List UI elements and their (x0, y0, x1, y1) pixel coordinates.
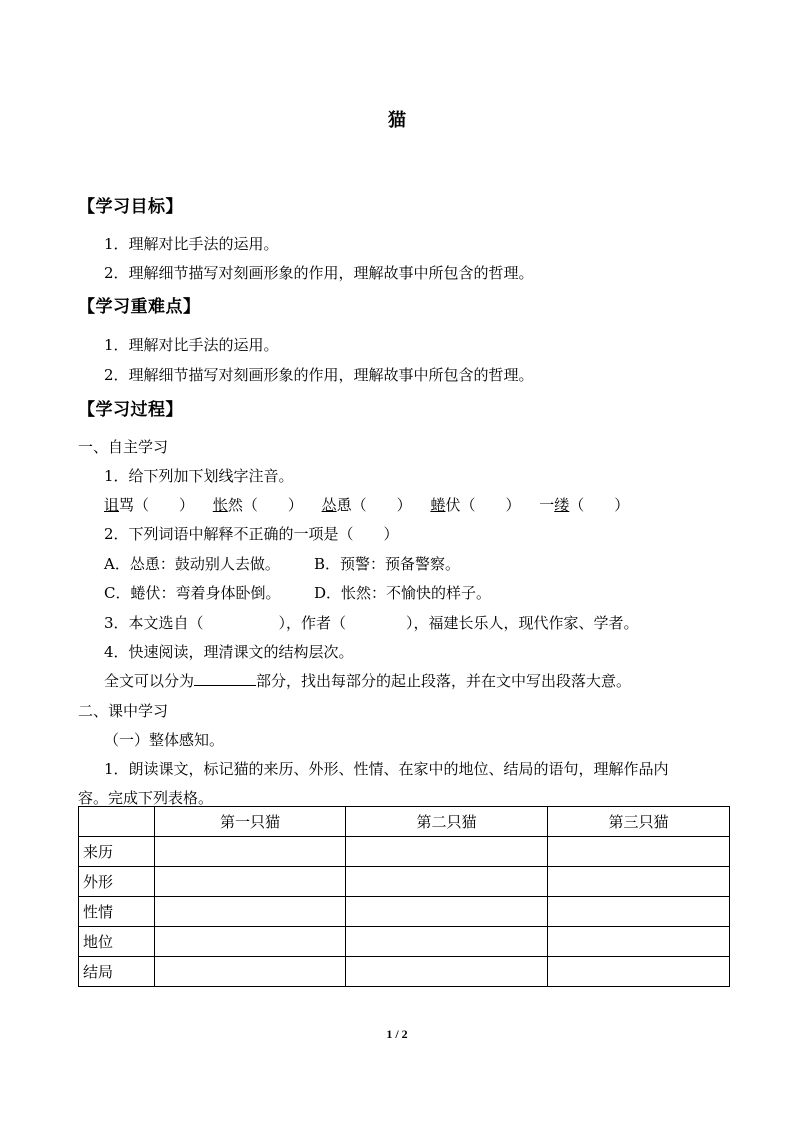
structure-task: 全文可以分为 部分，找出每部分的起止段落，并在文中写出段落大意。 (104, 672, 632, 690)
key-point-item-2: 2．理解细节描写对刻画形象的作用，理解故事中所包含的哲理。 (104, 366, 534, 384)
row-label: 地位 (79, 927, 155, 957)
goal-item-2: 2．理解细节描写对刻画形象的作用，理解故事中所包含的哲理。 (104, 264, 534, 282)
option-c: C．蜷伏：弯着身体卧倒。 (104, 584, 281, 602)
key-point-item-1: 1．理解对比手法的运用。 (104, 336, 279, 354)
page-title: 猫 (388, 110, 406, 131)
self-study-heading: 一、自主学习 (78, 438, 169, 456)
answer-cell[interactable] (548, 897, 730, 927)
answer-cell[interactable] (155, 837, 346, 867)
class-study-subheading: （一）整体感知。 (104, 731, 225, 749)
page-number: 1 / 2 (386, 1027, 408, 1041)
answer-cell[interactable] (346, 957, 548, 987)
answer-cell[interactable] (548, 927, 730, 957)
table-row (79, 867, 730, 897)
task-line-2: 容。完成下列表格。 (78, 789, 214, 807)
answer-cell[interactable] (548, 867, 730, 897)
table-header-cell: 第一只猫 (155, 807, 346, 837)
table-row (79, 957, 730, 987)
answer-cell[interactable] (548, 837, 730, 867)
option-b: B．预警：预备警察。 (314, 555, 461, 573)
answer-blank (194, 671, 256, 686)
table-header-row (79, 807, 730, 837)
word-item: 怂恿（ ） (321, 496, 412, 514)
word-item: 蜷伏（ ） (430, 496, 521, 514)
row-label: 性情 (79, 897, 155, 927)
row-label: 外形 (79, 867, 155, 897)
question-1: 1．给下列加下划线字注音。 (104, 467, 294, 485)
class-study-heading: 二、课中学习 (78, 702, 169, 720)
table-header-cell (79, 807, 155, 837)
answer-cell[interactable] (346, 867, 548, 897)
option-a: A．怂恿：鼓动别人去做。 (104, 555, 280, 573)
question-3: 3．本文选自（ ），作者（ ），福建长乐人，现代作家、学者。 (104, 614, 639, 632)
answer-cell[interactable] (346, 837, 548, 867)
goals-heading: 【学习目标】 (78, 197, 183, 217)
row-label: 来历 (79, 837, 155, 867)
process-heading: 【学习过程】 (78, 400, 183, 420)
pinyin-word-list (104, 494, 629, 515)
answer-cell[interactable] (548, 957, 730, 987)
table-row (79, 927, 730, 957)
table-row (79, 897, 730, 927)
answer-cell[interactable] (155, 957, 346, 987)
key-points-heading: 【学习重难点】 (78, 297, 201, 317)
row-label: 结局 (79, 957, 155, 987)
answer-cell[interactable] (155, 867, 346, 897)
word-item: 诅骂（ ） (104, 496, 195, 514)
table-header-cell: 第三只猫 (548, 807, 730, 837)
goal-item-1: 1．理解对比手法的运用。 (104, 235, 279, 253)
table-row (79, 837, 730, 867)
question-4: 4．快速阅读，理清课文的结构层次。 (104, 643, 354, 661)
answer-cell[interactable] (346, 927, 548, 957)
table-header-cell: 第二只猫 (346, 807, 548, 837)
answer-cell[interactable] (346, 897, 548, 927)
task-line-1: 1．朗读课文，标记猫的来历、外形、性情、在家中的地位、结局的语句，理解作品内 (104, 760, 669, 778)
question-2: 2．下列词语中解释不正确的一项是（ ） (104, 525, 399, 543)
answer-cell[interactable] (155, 927, 346, 957)
word-item: 怅然（ ） (212, 496, 303, 514)
word-item: 一缕（ ） (539, 496, 630, 514)
answer-cell[interactable] (155, 897, 346, 927)
option-d: D．怅然：不愉快的样子。 (314, 584, 492, 602)
cat-comparison-table (78, 806, 730, 987)
